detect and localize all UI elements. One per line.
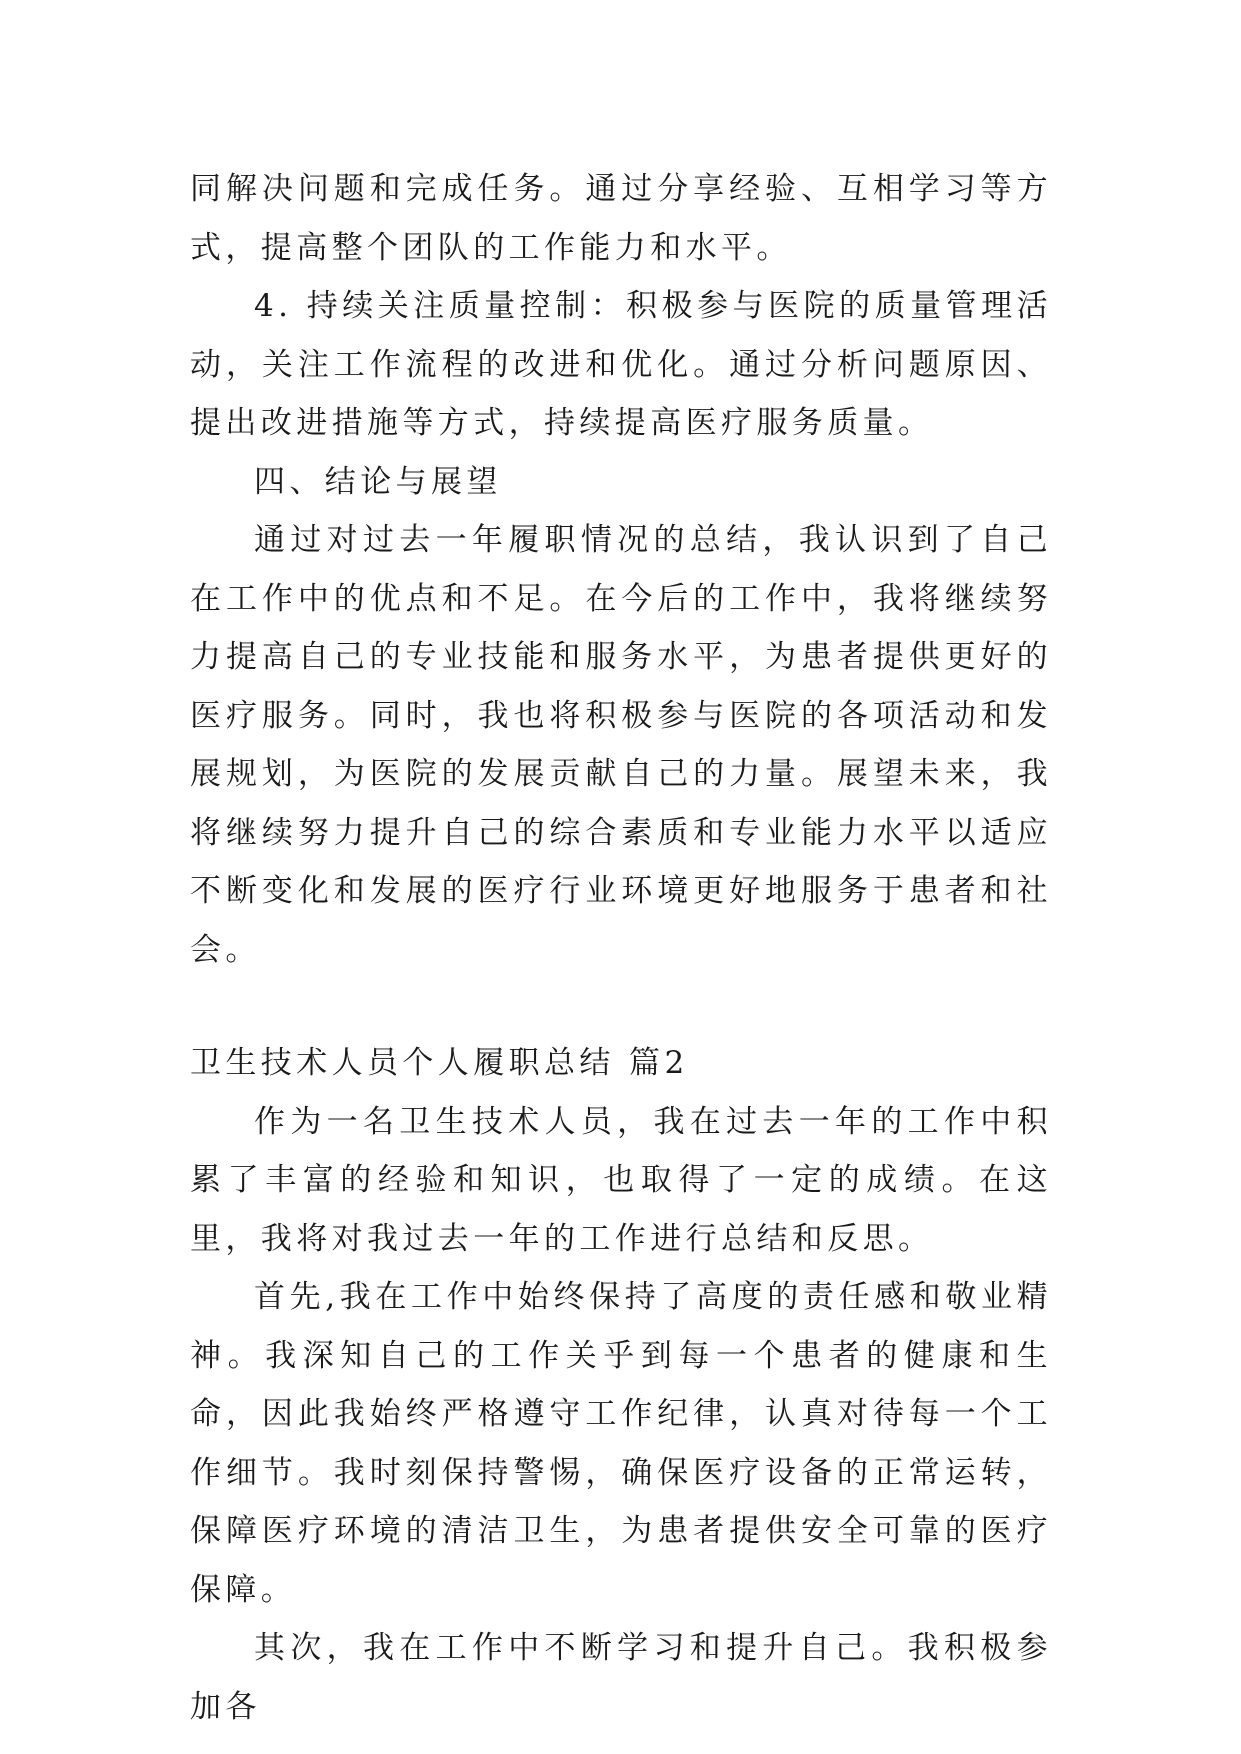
article-paragraph-1: 作为一名卫生技术人员，我在过去一年的工作中积累了丰富的经验和知识，也取得了一定的成绩。在这里，我将对我过去一年的工作进行总结和反思。 [190, 1103, 1052, 1257]
document-page [190, 160, 1052, 1736]
section-heading: 四、结论与展望 [254, 463, 502, 500]
section-gap [190, 979, 1052, 1034]
list-item-4: 4. 持续关注质量控制：积极参与医院的质量管理活动，关注工作流程的改进和优化。通过分析问题原因、提出改进措施等方式，持续提高医疗服务质量。 [190, 288, 1052, 441]
continued-paragraph: 同解决问题和完成任务。通过分享经验、互相学习等方式，提高整个团队的工作能力和水平。 [190, 171, 1052, 266]
article-paragraph-2: 首先,我在工作中始终保持了高度的责任感和敬业精神。我深知自己的工作关乎到每一个患者的健康和生命，因此我始终严格遵守工作纪律，认真对待每一个工作细节。我时刻保持警惕，确保医疗设备的正常运转，保障医疗环境的清洁卫生，为患者提供安全可靠的医疗保障。 [190, 1279, 1052, 1608]
article-paragraph-3: 其次，我在工作中不断学习和提升自己。我积极参加各 [190, 1630, 1052, 1725]
article-title: 卫生技术人员个人履职总结 篇2 [190, 1045, 689, 1081]
conclusion-paragraph: 通过对过去一年履职情况的总结，我认识到了自己在工作中的优点和不足。在今后的工作中，我将继续努力提高自己的专业技能和服务水平，为患者提供更好的医疗服务。同时，我也将积极参与医院的各项活动和发展规划，为医院的发展贡献自己的力量。展望未来，我将继续努力提升自己的综合素质和专业能力水平以适应不断变化和发展的医疗行业环境更好地服务于患者和社会。 [190, 522, 1052, 968]
